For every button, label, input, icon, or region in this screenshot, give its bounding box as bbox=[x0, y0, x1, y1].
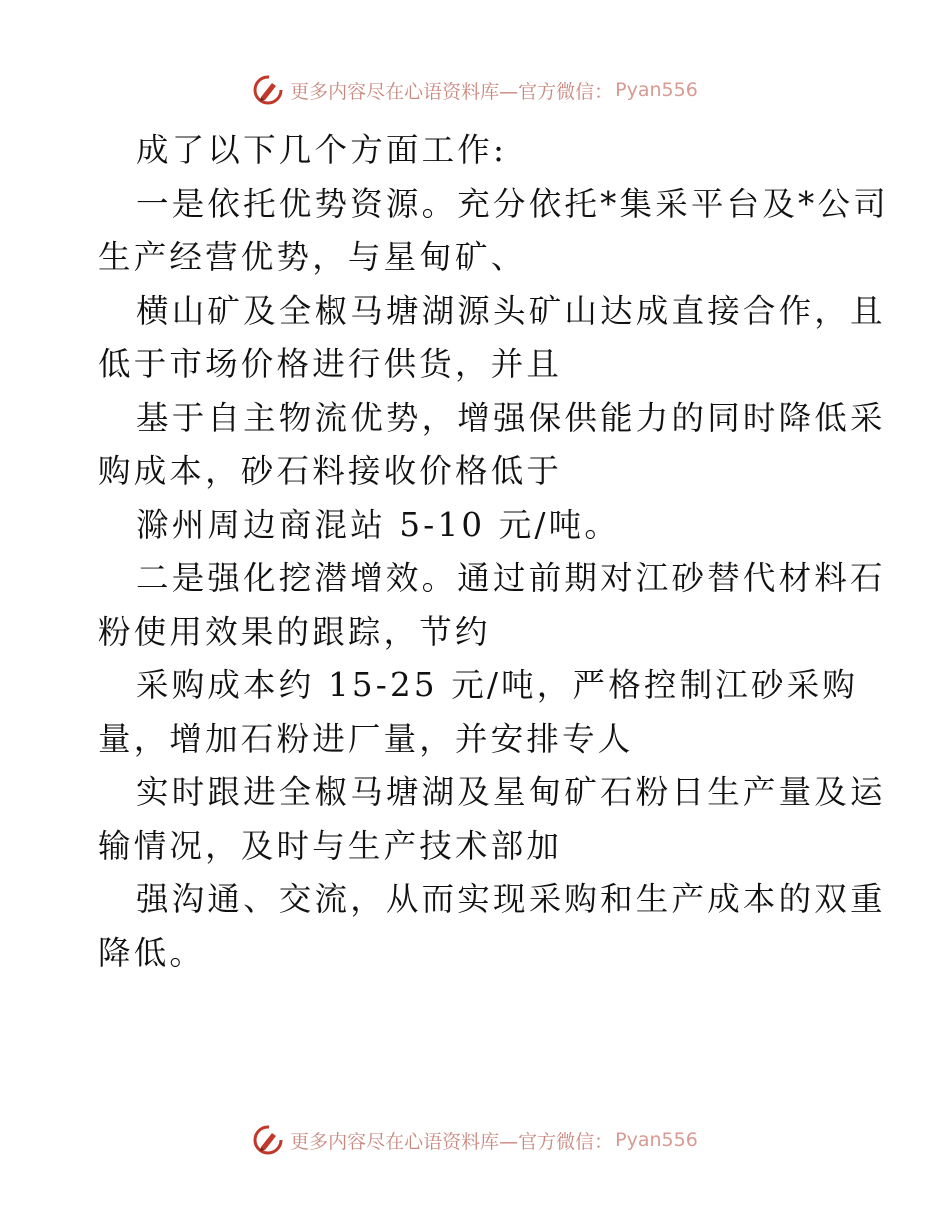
text-line: 采购成本约 15-25 元/吨，严格控制江砂采购 bbox=[136, 666, 859, 704]
text-line: 购成本，砂石料接收价格低于 bbox=[98, 452, 563, 490]
text-line: 二是强化挖潜增效。通过前期对江砂替代材料石 bbox=[136, 559, 886, 597]
text-line: 生产经营优势，与星甸矿、 bbox=[98, 238, 527, 276]
pen-logo-icon bbox=[252, 74, 284, 106]
watermark-text: 更多内容尽在心语资料库—官方微信： bbox=[290, 1130, 614, 1153]
pen-logo-icon bbox=[252, 1124, 284, 1156]
document-body bbox=[98, 124, 889, 980]
text-line: 低于市场价格进行供货，并且 bbox=[98, 345, 563, 383]
text-line: 成了以下几个方面工作: bbox=[136, 131, 508, 169]
text-line: 输情况，及时与生产技术部加 bbox=[98, 826, 563, 865]
watermark-text: 更多内容尽在心语资料库—官方微信： bbox=[290, 80, 614, 103]
text-line: 降低。 bbox=[98, 933, 206, 972]
watermark-handle: Pyan556 bbox=[615, 1129, 698, 1151]
text-line: 滁州周边商混站 5-10 元/吨。 bbox=[136, 505, 621, 544]
text-line: 量，增加石粉进厂量，并安排专人 bbox=[98, 719, 634, 758]
watermark-handle: Pyan556 bbox=[615, 79, 698, 101]
text-line: 基于自主物流优势，增强保供能力的同时降低采 bbox=[136, 398, 886, 437]
header-watermark bbox=[0, 70, 950, 110]
text-line: 一是依托优势资源。充分依托*集采平台及*公司 bbox=[136, 184, 889, 223]
text-line: 强沟通、交流，从而实现采购和生产成本的双重 bbox=[136, 880, 886, 918]
text-line: 粉使用效果的跟踪，节约 bbox=[98, 612, 491, 651]
text-line: 实时跟进全椒马塘湖及星甸矿石粉日生产量及运 bbox=[136, 773, 886, 811]
footer-watermark bbox=[0, 1120, 950, 1160]
text-line: 横山矿及全椒马塘湖源头矿山达成直接合作，且 bbox=[136, 291, 886, 330]
